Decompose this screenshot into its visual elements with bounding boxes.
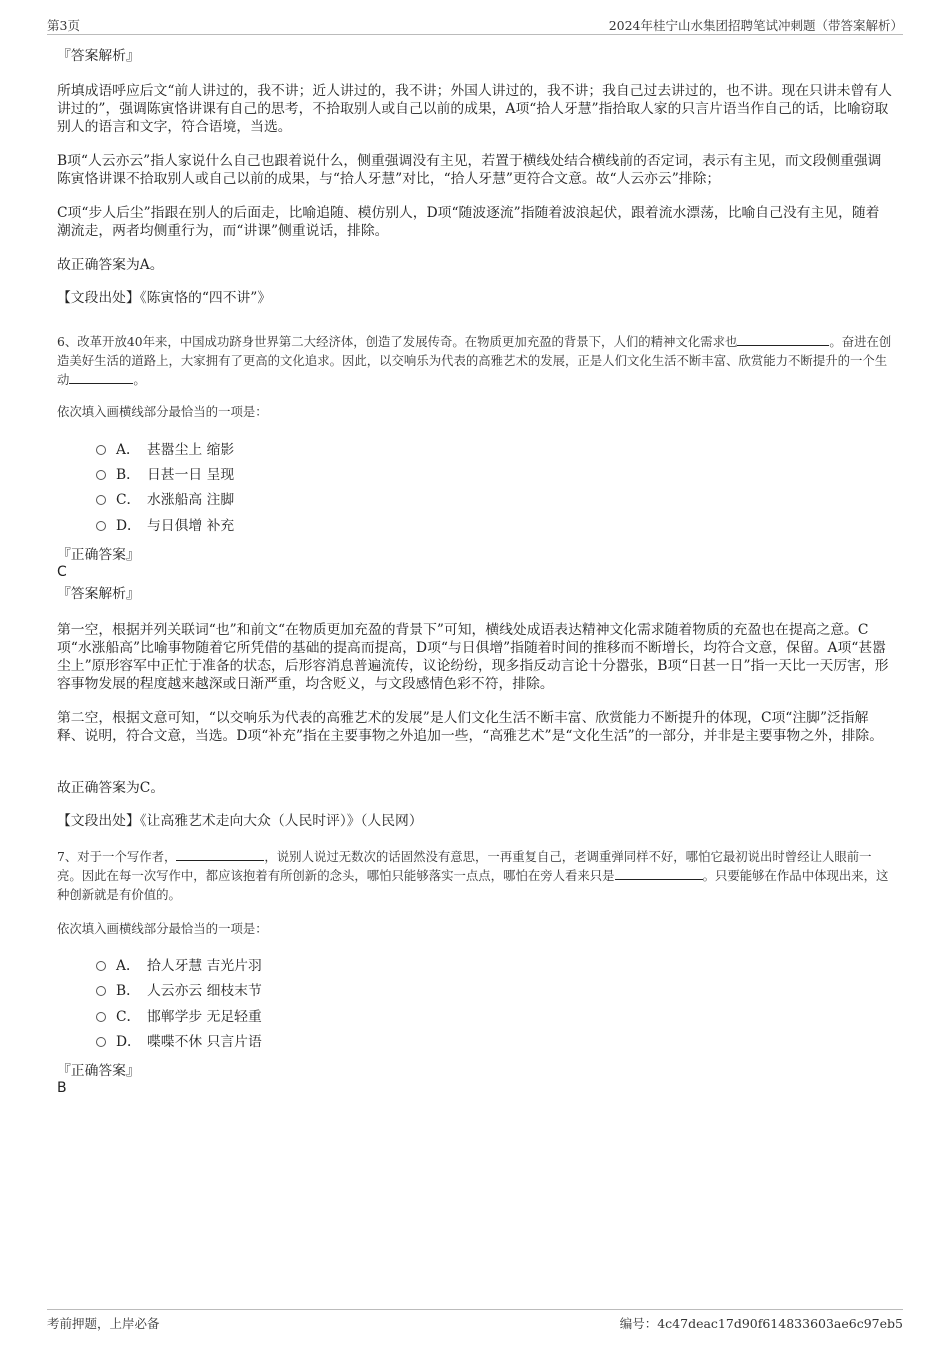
q7-option-b[interactable]: B． 人云亦云 细枝末节 [96,981,262,1001]
q7-stem: 7、对于一个写作者， ，说别人说过无数次的话固然没有意思，一再重复自己，老调重弹同样不好，哪怕它最初说出时曾经让人眼前一亮。因此在每一次写作中，都应该抱着有所创新的念头，哪怕只能够落实一点点，哪怕在旁人看来只是 。只要能够在作品中体现出来，这种创新就是有价值的。 [57,849,889,902]
q5-analysis-paragraph-3: C项“步人后尘”指跟在别人的后面走，比喻追随、模仿别人，D项“随波逐流”指随着波浪起伏，跟着流水漂荡，比喻自己没有主见，随着潮流走，两者均侧重行为，而“讲课”侧重说话，排除。 [57,205,880,239]
q6-option-a[interactable]: A． 甚嚣尘上 缩影 [96,440,234,460]
q5-analysis-paragraph-1: 所填成语呼应后文“前人讲过的，我不讲；近人讲过的，我不讲；外国人讲过的，我不讲；我自己过去讲过的，也不讲。现在只讲未曾有人讲过的”，强调陈寅恪讲课有自己的思考，不拾取别人或自己以前的成果，A项“拾人牙慧”指拾取人家的只言片语当作自己的话，比喻窃取别人的语言和文字，符合语境，当选。 [57,83,892,135]
q5-conclusion: 故正确答案为A。 [57,257,164,273]
q6-answer: C [57,564,67,580]
radio-icon[interactable] [96,986,106,996]
blank-line [176,848,264,861]
q5-analysis-label: 『答案解析』 [57,48,140,64]
page-header [47,14,903,35]
radio-icon[interactable] [96,495,106,505]
q6-stem: 6、改革开放40年来，中国成功跻身世界第二大经济体，创造了发展传奇。在物质更加充盈的背景下，人们的精神文化需求也 。奋进在创造美好生活的道路上，大家拥有了更高的文化追求。因此，以交响乐为代表的高雅艺术的发展，正是人们文化生活不断丰富、欣赏能力不断提升的一个生动 。 [57,334,892,387]
q6-prompt: 依次填入画横线部分最恰当的一项是： [57,404,268,419]
q6-option-d[interactable]: D． 与日俱增 补充 [96,516,234,536]
radio-icon[interactable] [96,1037,106,1047]
radio-icon[interactable] [96,1012,106,1022]
q7-answer-label: 『正确答案』 [57,1063,140,1079]
blank-line [737,333,829,346]
q6-answer-label: 『正确答案』 [57,547,140,563]
q6-analysis-label: 『答案解析』 [57,586,140,602]
q7-option-d[interactable]: D． 喋喋不休 只言片语 [96,1032,262,1052]
q6-analysis-paragraph-1: 第一空，根据并列关联词“也”和前文“在物质更加充盈的背景下”可知，横线处成语表达精神文化需求随着物质的充盈也在提高之意。C项“水涨船高”比喻事物随着它所凭借的基础的提高而提高，D项“与日俱增”指随着时间的推移而不断增长，均符合文意，保留。A项“甚嚣尘上”原形容军中正忙于准备的状态，后形容消息普遍流传，议论纷纷，现多指反动言论十分嚣张，B项“日甚一日”指一天比一天厉害，形容事物发展的程度越来越深或日渐严重，均含贬义，与文段感情色彩不符，排除。 [57,622,889,692]
document-code: 编号：4c47deac17d90f614833603ae6c97eb5 [619,1316,903,1331]
radio-icon[interactable] [96,445,106,455]
blank-line [69,371,133,384]
document-title: 2024年桂宁山水集团招聘笔试冲刺题（带答案解析） [608,18,903,33]
q6-conclusion: 故正确答案为C。 [57,780,165,796]
radio-icon[interactable] [96,470,106,480]
page-number: 第3页 [47,18,80,33]
q6-analysis-paragraph-2: 第二空，根据文意可知，“以交响乐为代表的高雅艺术的发展”是人们文化生活不断丰富、欣赏能力不断提升的体现，C项“注脚”泛指解释、说明，符合文意，当选。D项“补充”指在主要事物之外追加一些，“高雅艺术”是“文化生活”的一部分，并非是主要事物之外，排除。 [57,710,884,744]
q5-analysis-paragraph-2: B项“人云亦云”指人家说什么自己也跟着说什么，侧重强调没有主见，若置于横线处结合横线前的否定词，表示有主见，而文段侧重强调陈寅恪讲课不拾取别人或自己以前的成果，与“拾人牙慧”对比，“拾人牙慧”更符合文意。故“人云亦云”排除； [57,153,882,187]
q7-option-a[interactable]: A． 拾人牙慧 吉光片羽 [96,956,262,976]
blank-line [615,867,703,880]
q6-source: 【文段出处】《让高雅艺术走向大众（人民时评）》（人民网） [57,813,423,829]
q6-option-c[interactable]: C． 水涨船高 注脚 [96,490,234,510]
q7-option-c[interactable]: C． 邯郸学步 无足轻重 [96,1007,262,1027]
q7-answer: B [57,1080,67,1096]
page-footer [47,1309,903,1334]
q7-prompt: 依次填入画横线部分最恰当的一项是： [57,921,268,936]
q6-option-b[interactable]: B． 日甚一日 呈现 [96,465,234,485]
radio-icon[interactable] [96,521,106,531]
footer-slogan: 考前押题，上岸必备 [47,1316,160,1331]
q5-source: 【文段出处】《陈寅恪的“四不讲”》 [57,290,272,306]
radio-icon[interactable] [96,961,106,971]
